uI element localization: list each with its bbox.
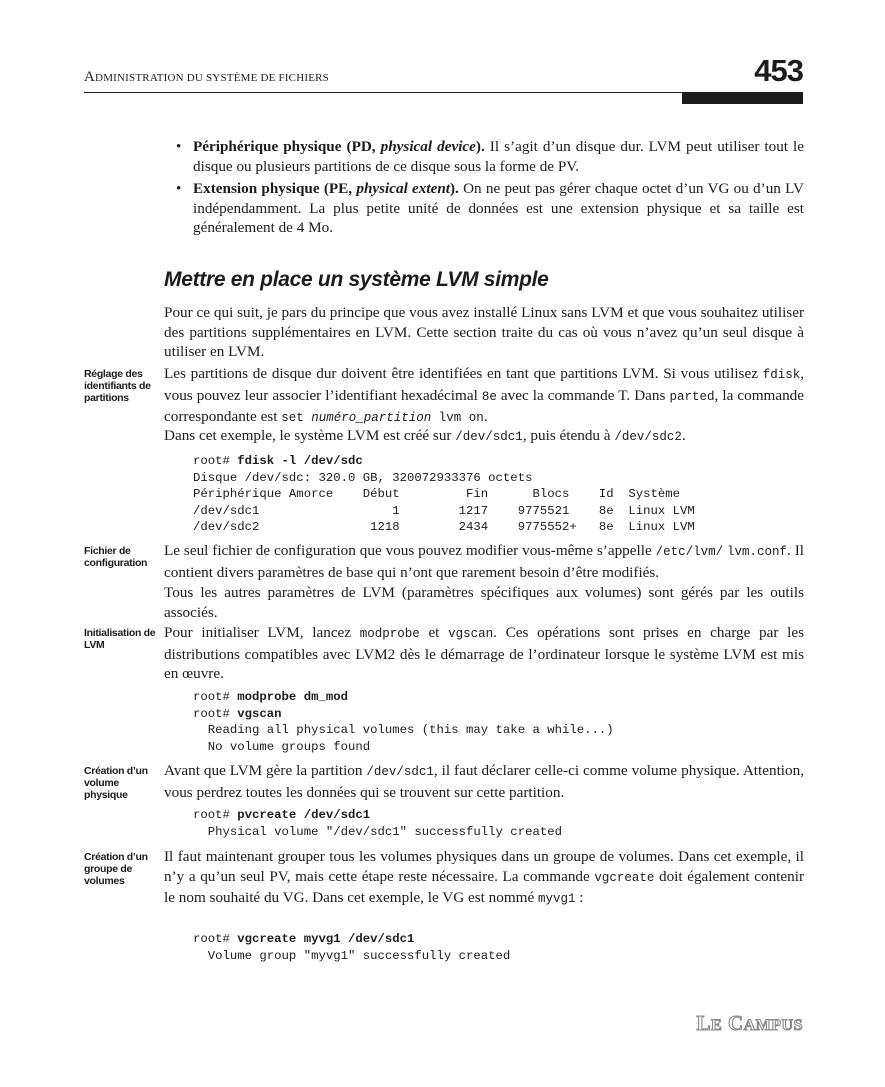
- bullet-dot: •: [176, 180, 182, 197]
- running-header: ADMINISTRATION DU SYSTÈME DE FICHIERS: [84, 69, 329, 85]
- pv-paragraph: Avant que LVM gère la partition /dev/sdc1, il faut déclarer celle-ci comme volume physique. Attention, vous perdrez toutes les données qui se trouvent sur cette partition.: [164, 762, 804, 801]
- margin-note-vg: Création d’un groupe de volumes: [84, 851, 148, 887]
- margin-note-ids: Réglage des identifiants de partitions: [84, 368, 151, 404]
- header-bar: [682, 92, 803, 104]
- example-paragraph: Dans cet exemple, le système LVM est créé sur /dev/sdc1, puis étendu à /dev/sdc2.: [164, 427, 686, 444]
- margin-note-pv: Création d’un volume physique: [84, 765, 148, 801]
- bullet-list: [176, 137, 804, 241]
- bullet-item: • Périphérique physique (PD, physical device). Il s’agit d’un disque dur. LVM peut utiliser tout le disque ou plusieurs partitions de ce disque sous la forme de PV.: [176, 138, 805, 175]
- intro-paragraph: Pour ce qui suit, je pars du principe que vous avez installé Linux sans LVM et que vous souhaitez utiliser des partitions supplémentaires en LVM. Cette section traite du cas où vous n’avez qu’un seul disque à utiliser en LVM.: [164, 304, 804, 360]
- bullet-dot: •: [176, 138, 182, 155]
- margin-note-init: Initialisation de LVM: [84, 627, 156, 651]
- code-block-init: root# modprobe dm_mod root# vgscan Reading all physical volumes (this may take a while...) No volume groups found: [193, 690, 614, 754]
- ids-paragraph: Les partitions de disque dur doivent être identifiées en tant que partitions LVM. Si vous utilisez fdisk, vous pouvez leur associer l’identifiant hexadécimal 8e avec la commande T. Dans parted, la commande correspondante est set numéro_partition lvm on.: [164, 365, 804, 425]
- code-block-vg: root# vgcreate myvg1 /dev/sdc1 Volume group "myvg1" successfully created: [193, 932, 511, 963]
- publisher-logo: LE CAMPUS: [696, 1011, 803, 1035]
- config-paragraph: Le seul fichier de configuration que vous pouvez modifier vous-même s’appelle /etc/lvm/ lvm.conf. Il contient divers paramètres de base qui n’ont que rarement besoin d’être modifiés.: [164, 542, 805, 581]
- other-params-paragraph: Tous les autres paramètres de LVM (paramètres spécifiques aux volumes) sont gérés par les outils associés.: [164, 584, 804, 621]
- margin-note-config: Fichier de configuration: [84, 545, 148, 569]
- init-paragraph: Pour initialiser LVM, lancez modprobe et vgscan. Ces opérations sont prises en charge par les distributions compatibles avec LVM2 dès le démarrage de l’ordinateur lorsque le système LVM est mis en œuvre.: [164, 624, 804, 682]
- bullet-item: • Extension physique (PE, physical extent). On ne peut pas gérer chaque octet d’un VG ou d’un LV indépendamment. La plus petite unité de données est une extension physique et sa taille est généralement de 4 Mo.: [176, 180, 804, 236]
- code-block-fdisk: root# fdisk -l /dev/sdc Disque /dev/sdc: 320.0 GB, 320072933376 octets Périphérique Amorce Début Fin Blocs Id Système /dev/sdc1 1 1217 9775521 8e Linux LVM /dev/sdc2 1218 2434 9775552+ 8e Linux LVM: [193, 454, 695, 534]
- section-title: Mettre en place un système LVM simple: [164, 268, 549, 291]
- page-number: 453: [754, 53, 803, 88]
- code-block-pv: root# pvcreate /dev/sdc1 Physical volume "/dev/sdc1" successfully created: [193, 808, 562, 839]
- vg-paragraph: Il faut maintenant grouper tous les volumes physiques dans un groupe de volumes. Dans cet exemple, il n’y a qu’un seul PV, mais cette étape reste nécessaire. La commande vgcreate doit également contenir le nom souhaité du VG. Dans cet exemple, le VG est nommé myvg1 :: [164, 848, 804, 906]
